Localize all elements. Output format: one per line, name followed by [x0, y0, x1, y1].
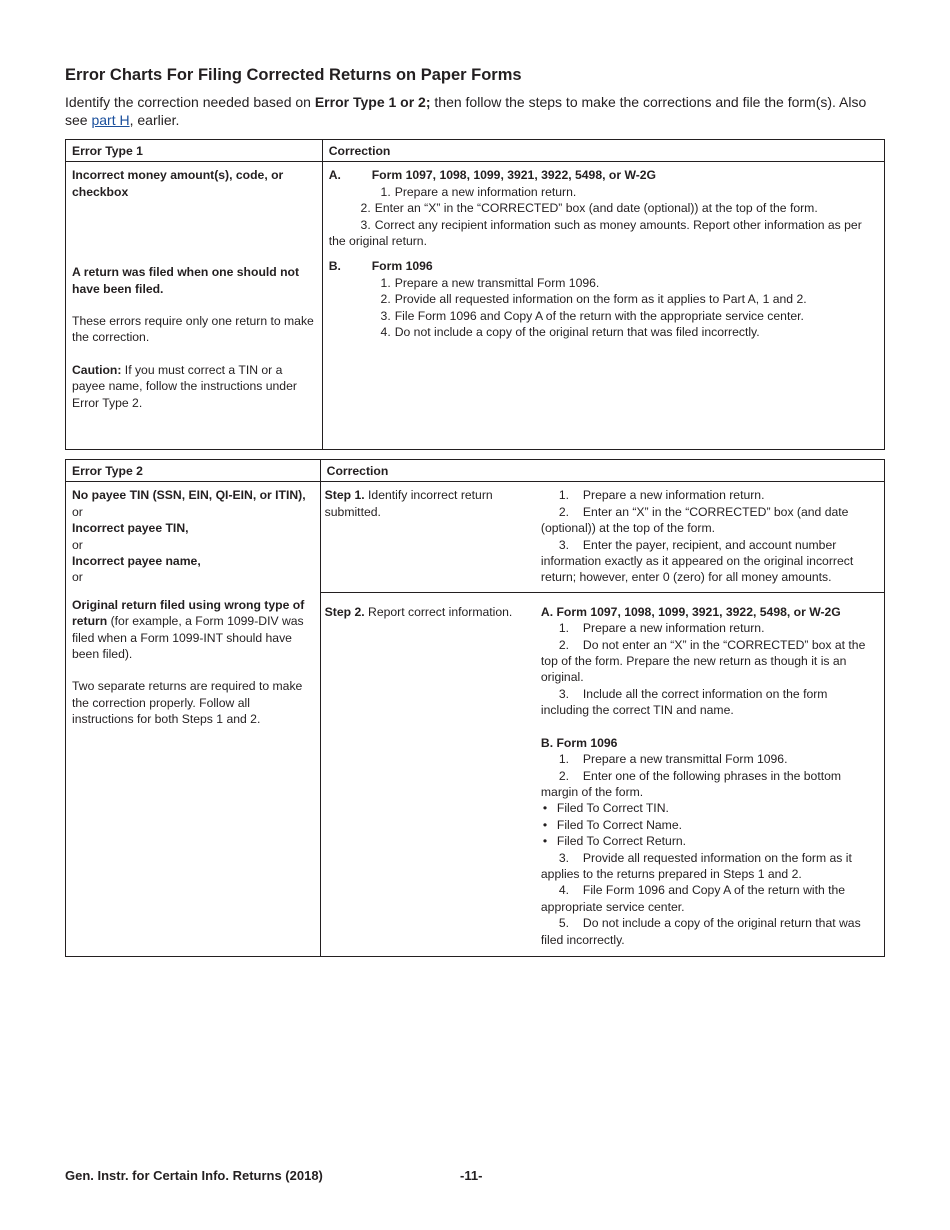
table2-col1-header: Error Type 2 [66, 460, 321, 482]
step2-label: Step 2. Report correct information. [324, 604, 513, 619]
table1-error-a: Incorrect money amount(s), code, or checkbox [72, 168, 284, 199]
correction-b-title: Form 1096 [371, 259, 433, 274]
list-item: 3. File Form 1096 and Copy A of the return with the appropriate service center. [380, 308, 804, 323]
list-item: 4. File Form 1096 and Copy A of the return with the appropriate service center. [540, 883, 846, 914]
correction-a-heading [329, 167, 878, 183]
step2-b-heading: B. Form 1096 [540, 735, 618, 750]
intro-text-2: then follow the steps to make the corrections and file the form(s). Also see [65, 94, 867, 128]
list-item: 3. Include all the correct information on the form including the correct TIN and name. [540, 686, 828, 718]
intro-paragraph [65, 93, 885, 129]
table2-error-cell [66, 482, 321, 956]
bullet-item: • Filed To Correct Return. [542, 834, 687, 849]
or-text: or [72, 570, 83, 585]
correction-a-title: Form 1097, 1098, 1099, 3921, 3922, 5498, or W-2G [371, 168, 657, 183]
correction-b-heading [329, 258, 878, 274]
table1-error-cell [66, 162, 323, 450]
caution-text: If you must correct a TIN or a payee name, follow the instructions under Error Type 2. [72, 362, 297, 410]
step1-label: Step 1. Identify incorrect return submitted. [324, 488, 493, 519]
page-title: Error Charts For Filing Corrected Returns on Paper Forms [65, 66, 522, 84]
list-item: 2. Enter an “X” in the “CORRECTED” box (and date (optional)) at the top of the form. [540, 504, 849, 536]
caution-label: Caution: [72, 362, 122, 377]
correction-b-letter: B. [328, 259, 341, 274]
list-item: 3. Correct any recipient information such as money amounts. Report other information as per the original return. [328, 217, 862, 249]
list-item: 1. Prepare a new information return. [380, 184, 577, 199]
correction-a-letter: A. [328, 168, 341, 183]
bullet-item: • Filed To Correct TIN. [542, 801, 669, 816]
table2-error-1: No payee TIN (SSN, EIN, QI-EIN, or ITIN), [72, 488, 306, 503]
intro-bold: Error Type 1 or 2; [314, 94, 431, 110]
table2-col2-header: Correction [320, 460, 884, 482]
list-item: 3. Enter the payer, recipient, and account number information exactly as it appeared on the original incorrect return; however, enter 0 (zero) for all money amounts. [540, 537, 854, 585]
table2-error-3: Incorrect payee name, [72, 554, 201, 569]
list-item: 2. Enter an “X” in the “CORRECTED” box (and date (optional)) at the top of the form. [360, 201, 818, 216]
footer-publication: Gen. Instr. for Certain Info. Returns (2018) [65, 1168, 323, 1183]
table1-note: These errors require only one return to make the correction. [72, 314, 314, 345]
list-item: 2. Do not enter an “X” in the “CORRECTED” box at the top of the form. Prepare the new return as though it is an original. [540, 637, 866, 685]
error-type-1-table [65, 139, 885, 450]
error-type-2-table [65, 459, 885, 957]
table1-caution [72, 362, 316, 411]
list-item: 2. Provide all requested information on the form as it applies to Part A, 1 and 2. [380, 292, 807, 307]
list-item: 2. Enter one of the following phrases in the bottom margin of the form. [540, 768, 842, 799]
step2-label-cell [320, 592, 537, 956]
step1-label-cell [320, 482, 537, 592]
list-item: 1. Prepare a new transmittal Form 1096. [380, 275, 600, 290]
step2-a-heading: A. Form 1097, 1098, 1099, 3921, 3922, 5498, or W-2G [540, 604, 841, 619]
list-item: 1. Prepare a new transmittal Form 1096. [558, 752, 788, 767]
bullet-item: • Filed To Correct Name. [542, 817, 682, 832]
list-item: 1. Prepare a new information return. [558, 621, 765, 636]
intro-text-1: Identify the correction needed based on [65, 94, 315, 110]
list-item: 1. Prepare a new information return. [558, 488, 765, 503]
step1-items-cell [537, 482, 885, 592]
footer-page-number: -11- [460, 1168, 483, 1183]
list-item: 5. Do not include a copy of the original return that was filed incorrectly. [540, 916, 861, 947]
table2-note: Two separate returns are required to make the correction properly. Follow all instructions for both Steps 1 and 2. [72, 679, 303, 727]
or-text: or [72, 504, 83, 519]
table1-col1-header: Error Type 1 [66, 140, 323, 162]
or-text: or [72, 537, 83, 552]
table2-error-2: Incorrect payee TIN, [72, 521, 189, 536]
list-item: 3. Provide all requested information on the form as it applies to the returns prepared in Steps 1 and 2. [540, 850, 852, 881]
step2-items-cell [537, 592, 885, 956]
part-h-link[interactable]: part H [91, 112, 130, 128]
table2-error-4: Original return filed using wrong type of return (for example, a Form 1099-DIV was filed when a Form 1099-INT should have been filed). [72, 597, 305, 662]
list-item: 4. Do not include a copy of the original return that was filed incorrectly. [380, 325, 760, 340]
intro-text-3: , earlier. [129, 112, 180, 128]
table1-col2-header: Correction [322, 140, 884, 162]
table1-error-b: A return was filed when one should not have been filed. [72, 265, 300, 296]
table1-correction-cell [322, 162, 884, 450]
